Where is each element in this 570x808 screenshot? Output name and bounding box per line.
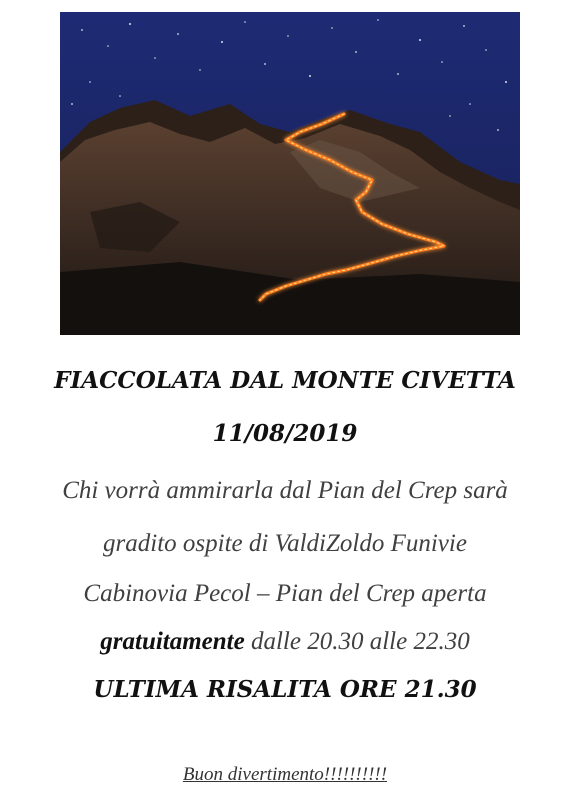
opening-hours: dalle 20.30 alle 22.30: [244, 628, 470, 655]
invitation-line-1: Chi vorrà ammirarla dal Pian del Crep sarà: [62, 477, 508, 504]
event-date: 11/08/2019: [212, 420, 358, 447]
last-ascent-notice: ULTIMA RISALITA ORE 21.30: [93, 676, 477, 703]
closing-wish: Buon divertimento!!!!!!!!!!: [182, 764, 388, 785]
invitation-line-2: gradito ospite di ValdiZoldo Funivie: [103, 530, 467, 557]
event-title: FIACCOLATA DAL MONTE CIVETTA: [54, 367, 516, 394]
invitation-line-3: Cabinovia Pecol – Pian del Crep aperta: [83, 580, 487, 607]
invitation-line-4: [0, 628, 570, 656]
torchlight-mountain-photo: [60, 12, 520, 335]
free-emphasis: gratuitamente: [100, 628, 245, 655]
